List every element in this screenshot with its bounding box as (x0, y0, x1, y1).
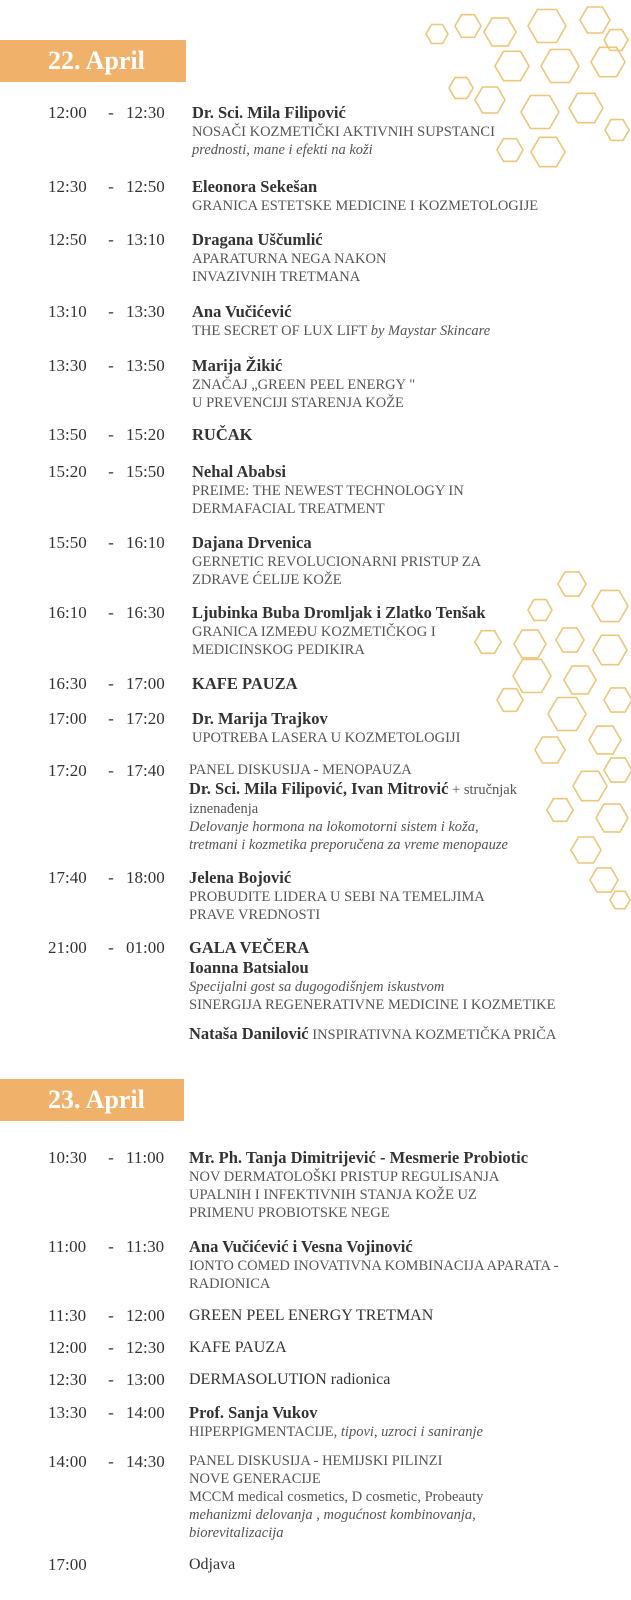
time-separator: - (108, 177, 114, 196)
session-title-line: APARATURNA NEGA NAKON (192, 251, 387, 267)
speaker-name (192, 462, 622, 482)
session-details (192, 533, 622, 589)
session-title-main: HIPERPIGMENTACIJE, (189, 1424, 341, 1440)
session-title-line: PANEL DISKUSIJA - HEMIJSKI PILINZI (189, 1453, 443, 1469)
speaker-text: RUČAK (192, 425, 253, 444)
time-range (48, 1370, 166, 1390)
time-range (48, 1237, 166, 1257)
speaker-name (192, 177, 622, 197)
session-description: Delovanje hormona na lokomotorni sistem i koža, (189, 819, 479, 835)
time-range (48, 462, 166, 482)
speaker-name (189, 1148, 619, 1168)
start-time: 16:30 (48, 674, 87, 693)
session-title-line: RADIONICA (189, 1276, 271, 1292)
time-range (48, 1338, 166, 1358)
time-range (48, 709, 166, 729)
time-separator: - (108, 1370, 114, 1389)
time-separator: - (108, 1403, 114, 1422)
session-details (192, 603, 622, 659)
time-range (48, 302, 166, 322)
time-separator: - (108, 1452, 114, 1471)
time-separator: - (108, 103, 114, 122)
speaker-name (189, 938, 619, 958)
start-time: 13:10 (48, 302, 87, 321)
day-label: 23. April (48, 1085, 145, 1114)
end-time: 12:00 (126, 1306, 165, 1325)
hexagon-shape (604, 30, 628, 51)
speaker-text: Marija Žikić (192, 356, 283, 375)
speaker-text: Ljubinka Buba Dromljak i Zlatko Tenšak (192, 603, 486, 622)
speaker-text: Dr. Marija Trajkov (192, 709, 328, 728)
session-description: prednosti, mane i efekti na koži (192, 142, 373, 158)
day-banner-22-april (0, 40, 186, 82)
start-time: 15:20 (48, 462, 87, 481)
additional-speaker (189, 1024, 619, 1045)
end-time: 18:00 (126, 868, 165, 887)
end-time: 14:30 (126, 1452, 165, 1471)
end-time: 16:30 (126, 603, 165, 622)
time-separator: - (108, 356, 114, 375)
speaker-text: Mr. Ph. Tanja Dimitrijević - Mesmerie Probiotic (189, 1148, 529, 1167)
start-time: 12:50 (48, 230, 87, 249)
end-time: 13:50 (126, 356, 165, 375)
end-time: 16:10 (126, 533, 165, 552)
session-details (192, 462, 622, 518)
start-time: 17:00 (48, 1555, 87, 1574)
time-range (48, 938, 166, 958)
time-range (48, 761, 166, 781)
time-separator: - (108, 533, 114, 552)
session-description: mehanizmi delovanja , mogućnost kombinovanja, (189, 1507, 476, 1523)
speaker-text: Jelena Bojović (189, 868, 292, 887)
session-title-line: MEDICINSKOG PEDIKIRA (192, 642, 365, 658)
end-time: 01:00 (126, 938, 165, 957)
session-title-main: THE SECRET OF LUX LIFT (192, 323, 371, 339)
session-title-line: NOV DERMATOLOŠKI PRISTUP REGULISANJA (189, 1169, 500, 1185)
session-details (192, 356, 622, 412)
end-time: 14:00 (126, 1403, 165, 1422)
session-title-line: NOVE GENERACIJE (189, 1471, 321, 1487)
session-title-line: PROBUDITE LIDERA U SEBI NA TEMELJIMA (189, 889, 485, 905)
start-time: 17:40 (48, 868, 87, 887)
time-range (48, 1403, 166, 1423)
start-time: 15:50 (48, 533, 87, 552)
session-title-italic: by Maystar Skincare (370, 323, 491, 339)
time-separator: - (108, 425, 114, 444)
speaker-addition-line: iznenađenja (189, 801, 259, 817)
time-range (48, 533, 166, 553)
hexagon-shape (455, 15, 481, 38)
session-title-line: GERNETIC REVOLUCIONARNI PRISTUP ZA (192, 554, 482, 570)
session-details (192, 103, 622, 159)
end-time: 15:20 (126, 425, 165, 444)
time-separator: - (108, 709, 114, 728)
end-time: 17:40 (126, 761, 165, 780)
session-title-line: ZDRAVE ĆELIJE KOŽE (192, 572, 342, 588)
start-time: 17:00 (48, 709, 87, 728)
start-time: 12:30 (48, 1370, 87, 1389)
session-details (189, 1370, 619, 1390)
end-time: 17:00 (126, 674, 165, 693)
session-details (189, 1403, 619, 1441)
speaker-name (192, 603, 622, 623)
end-time: 13:10 (126, 230, 165, 249)
time-range (48, 1148, 166, 1168)
speaker-text: Ana Vučićević (192, 302, 292, 321)
speaker-name (189, 868, 619, 888)
start-time: 12:30 (48, 177, 87, 196)
time-separator: - (108, 302, 114, 321)
guest-speaker-name: Ioanna Batsialou (189, 958, 309, 977)
time-range (48, 868, 166, 888)
hexagon-shape (528, 10, 566, 43)
end-time: 15:50 (126, 462, 165, 481)
session-details (192, 230, 622, 286)
session-title-line: DERMAFACIAL TREATMENT (192, 501, 385, 517)
speaker-name (192, 533, 622, 553)
speaker-text: Dajana Drvenica (192, 533, 312, 552)
time-separator: - (108, 230, 114, 249)
start-time: 12:00 (48, 1338, 87, 1357)
time-range (48, 674, 166, 694)
hexagon-shape (426, 25, 448, 44)
session-details (189, 938, 619, 1045)
time-separator: - (108, 938, 114, 957)
start-time: 11:30 (48, 1306, 87, 1325)
session-title-line: GRANICA IZMEĐU KOZMETIČKOG I (192, 624, 436, 640)
speaker-text: Dr. Sci. Mila Filipović, Ivan Mitrović (189, 779, 449, 798)
time-separator: - (108, 674, 114, 693)
time-range (48, 603, 166, 623)
session-title-line: GRANICA ESTETSKE MEDICINE I KOZMETOLOGIJE (192, 198, 539, 214)
time-separator: - (108, 1338, 114, 1357)
time-range (48, 1452, 166, 1472)
end-time: 13:00 (126, 1370, 165, 1389)
time-separator: - (108, 761, 114, 780)
session-title: DERMASOLUTION radionica (189, 1371, 391, 1388)
speaker-text: Eleonora Sekešan (192, 177, 318, 196)
speaker-text: Nehal Ababsi (192, 462, 286, 481)
session-title-line: ZNAČAJ „GREEN PEEL ENERGY " (192, 377, 416, 393)
session-details (189, 1306, 619, 1326)
time-separator: - (108, 1237, 114, 1256)
session-details (189, 868, 619, 924)
speaker-name (192, 103, 622, 123)
session-title-line: SINERGIJA REGENERATIVNE MEDICINE I KOZMETIKE (189, 997, 556, 1013)
end-time: 17:20 (126, 709, 165, 728)
session-category: PANEL DISKUSIJA - MENOPAUZA (189, 762, 412, 778)
session-description: biorevitalizacija (189, 1525, 284, 1541)
session-title-line: MCCM medical cosmetics, D cosmetic, Probeauty (189, 1489, 484, 1505)
hexagon-shape (495, 51, 529, 80)
session-details (192, 674, 622, 694)
start-time: 13:30 (48, 356, 87, 375)
day-label: 22. April (48, 46, 145, 75)
time-range (48, 177, 166, 197)
session-title-line: PRIMENU PROBIOTSKE NEGE (189, 1205, 390, 1221)
day-banner-23-april (0, 1079, 184, 1121)
session-title: Odjava (189, 1556, 236, 1573)
session-details (189, 1452, 619, 1542)
end-time: 11:00 (126, 1148, 165, 1167)
time-range (48, 1306, 166, 1326)
start-time: 13:30 (48, 1403, 87, 1422)
time-range (48, 230, 166, 250)
hexagon-shape (449, 78, 473, 99)
time-range (48, 1555, 166, 1575)
start-time: 14:00 (48, 1452, 87, 1471)
speaker-text: Prof. Sanja Vukov (189, 1403, 318, 1422)
speaker-name (192, 674, 622, 694)
session-details (189, 1555, 619, 1575)
speaker-name (192, 709, 622, 729)
session-details (192, 177, 622, 215)
time-separator: - (108, 462, 114, 481)
start-time: 13:50 (48, 425, 87, 444)
speaker-name (192, 425, 622, 445)
start-time: 10:30 (48, 1148, 87, 1167)
speaker-addition: + stručnjak (448, 782, 517, 798)
end-time: 12:50 (126, 177, 165, 196)
time-range (48, 103, 166, 123)
hexagon-shape (580, 7, 610, 33)
session-description: tretmani i kozmetika preporučena za vreme menopauze (189, 837, 508, 853)
session-details (189, 1148, 619, 1222)
speaker-text: Dragana Uščumlić (192, 230, 323, 249)
end-time: 11:30 (126, 1237, 165, 1256)
speaker-name (189, 1237, 619, 1257)
session-details (192, 425, 622, 445)
start-time: 16:10 (48, 603, 87, 622)
session-title-line: IONTO COMED INOVATIVNA KOMBINACIJA APARATA - (189, 1258, 559, 1274)
session-details (192, 709, 622, 747)
time-range (48, 356, 166, 376)
session-details (189, 1338, 619, 1358)
session-title-line: UPALNIH I INFEKTIVNIH STANJA KOŽE UZ (189, 1187, 477, 1203)
session-title (192, 322, 622, 340)
time-separator: - (108, 1148, 114, 1167)
end-time: 12:30 (126, 1338, 165, 1357)
speaker-name (192, 302, 622, 322)
start-time: 21:00 (48, 938, 87, 957)
end-time: 13:30 (126, 302, 165, 321)
session-title-line: UPOTREBA LASERA U KOZMETOLOGIJI (192, 730, 461, 746)
speaker-text: Dr. Sci. Mila Filipović (192, 103, 346, 122)
session-title: GREEN PEEL ENERGY TRETMAN (189, 1307, 434, 1324)
start-time: 11:00 (48, 1237, 87, 1256)
speaker-name (192, 230, 622, 250)
session-title-italic: tipovi, uzroci i saniranje (340, 1424, 483, 1440)
speaker-name (189, 1403, 619, 1423)
session-title (189, 1423, 619, 1441)
end-time: 12:30 (126, 103, 165, 122)
additional-speaker-name: Nataša Danilović (189, 1024, 309, 1043)
session-title-line: U PREVENCIJI STARENJA KOŽE (192, 395, 404, 411)
hexagon-shape (541, 50, 579, 83)
speaker-text: Ana Vučićević i Vesna Vojinović (189, 1237, 413, 1256)
hexagon-shape (484, 18, 516, 46)
speaker-name (192, 356, 622, 376)
session-details (189, 1237, 619, 1293)
start-time: 17:20 (48, 761, 87, 780)
session-description: Specijalni gost sa dugogodišnjem iskustvom (189, 979, 445, 995)
time-separator: - (108, 1306, 114, 1325)
start-time: 12:00 (48, 103, 87, 122)
time-separator: - (108, 603, 114, 622)
session-details (189, 761, 619, 854)
session-title-line: PREIME: THE NEWEST TECHNOLOGY IN (192, 483, 464, 499)
session-details (192, 302, 622, 340)
session-title: KAFE PAUZA (189, 1339, 287, 1356)
additional-speaker-title: INSPIRATIVNA KOZMETIČKA PRIČA (308, 1027, 557, 1043)
speaker-name (189, 779, 619, 800)
session-title-line: INVAZIVNIH TRETMANA (192, 269, 361, 285)
speaker-text: GALA VEČERA (189, 938, 310, 957)
session-title-line: NOSAČI KOZMETIČKI AKTIVNIH SUPSTANCI (192, 124, 495, 140)
speaker-text: KAFE PAUZA (192, 674, 298, 693)
time-range (48, 425, 166, 445)
session-title-line: PRAVE VREDNOSTI (189, 907, 321, 923)
time-separator: - (108, 868, 114, 887)
hexagon-shape (591, 47, 625, 76)
